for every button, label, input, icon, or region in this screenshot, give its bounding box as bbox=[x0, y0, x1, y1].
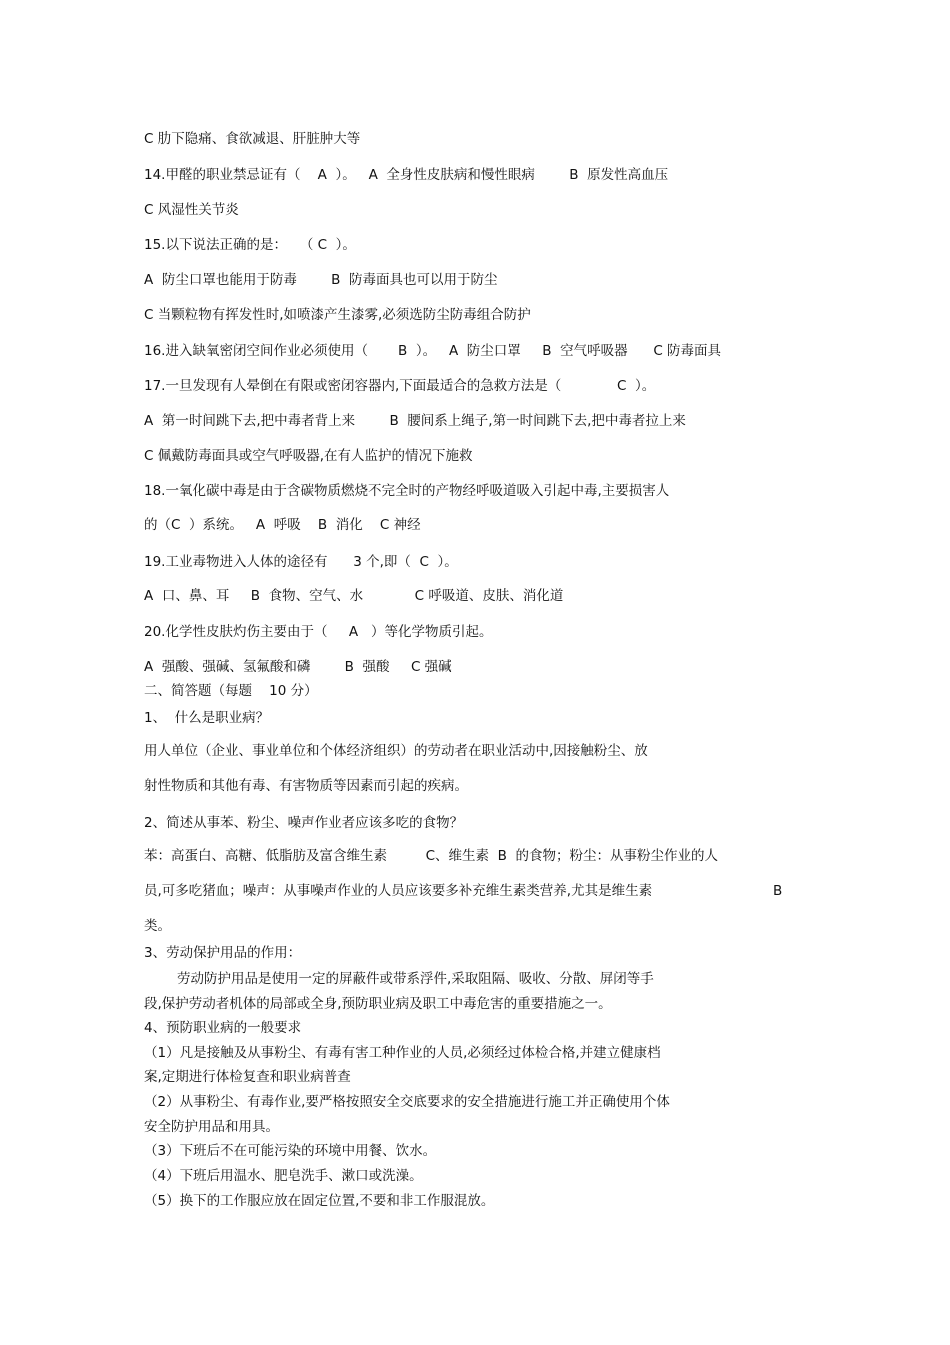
answer-4-item-3: （3）下班后不在可能污染的环境中用餐、饮水。 bbox=[144, 1143, 437, 1159]
answer-4-item-2-line-1: （2）从事粉尘、有毒作业,要严格按照安全交底要求的安全措施进行施工并正确使用个体 bbox=[144, 1094, 670, 1110]
answer-1-line-1: 用人单位（企业、事业单位和个体经济组织）的劳动者在职业活动中,因接触粉尘、放 bbox=[144, 743, 648, 759]
answer-1-line-2: 射性物质和其他有毒、有害物质等因素而引起的疾病。 bbox=[144, 778, 468, 794]
question-20: 20.化学性皮肤灼伤主要由于（ A ）等化学物质引起。 bbox=[144, 624, 493, 640]
option-line-14c: C 风湿性关节炎 bbox=[144, 202, 239, 218]
answer-4-item-1-line-2: 案,定期进行体检复查和职业病普查 bbox=[144, 1069, 351, 1085]
answer-4-item-2-line-2: 安全防护用品和用具。 bbox=[144, 1119, 279, 1135]
question-16: 16.进入缺氧密闭空间作业必须使用（ B ）。 A 防尘口罩 B 空气呼吸器 C 防毒面具 bbox=[144, 343, 722, 359]
short-question-3: 3、劳动保护用品的作用： bbox=[144, 945, 302, 961]
answer-2-line-3: 类。 bbox=[144, 918, 171, 934]
option-line-17c: C 佩戴防毒面具或空气呼吸器,在有人监护的情况下施救 bbox=[144, 448, 473, 464]
answer-3-line-1: 劳动防护用品是使用一定的屏蔽件或带系浮件,采取阻隔、吸收、分散、屏闭等手 bbox=[177, 971, 654, 987]
answer-4-item-5: （5）换下的工作服应放在固定位置,不要和非工作服混放。 bbox=[144, 1193, 495, 1209]
question-18: 18.一氧化碳中毒是由于含碳物质燃烧不完全时的产物经呼吸道吸入引起中毒,主要损害人 bbox=[144, 483, 670, 499]
question-15: 15.以下说法正确的是： （ C ）。 bbox=[144, 237, 356, 253]
section-heading-2: 二、简答题（每题 10 分） bbox=[144, 683, 318, 699]
answer-4-item-4: （4）下班后用温水、肥皂洗手、漱口或洗澡。 bbox=[144, 1168, 423, 1184]
question-14: 14.甲醛的职业禁忌证有（ A ）。 A 全身性皮肤病和慢性眼病 B 原发性高血压 bbox=[144, 167, 669, 183]
option-line-15c: C 当颗粒物有挥发性时,如喷漆产生漆雾,必须选防尘防毒组合防护 bbox=[144, 307, 531, 323]
option-line-17ab: A 第一时间跳下去,把中毒者背上来 B 腰间系上绳子,第一时间跳下去,把中毒者拉上来 bbox=[144, 413, 686, 429]
question-17: 17.一旦发现有人晕倒在有限或密闭容器内,下面最适合的急救方法是（ C ）。 bbox=[144, 378, 656, 394]
answer-4-item-1-line-1: （1）凡是接触及从事粉尘、有毒有害工种作业的人员,必须经过体检合格,并建立健康档 bbox=[144, 1045, 661, 1061]
question-18-cont: 的（C ）系统。 A 呼吸 B 消化 C 神经 bbox=[144, 517, 421, 533]
answer-2-line-2: 员,可多吃猪血；噪声：从事噪声作业的人员应该要多补充维生素类营养,尤其是维生素 bbox=[144, 883, 653, 899]
answer-2-line-1: 苯：高蛋白、高糖、低脂肪及富含维生素 C、维生素 B 的食物；粉尘：从事粉尘作业的人 bbox=[144, 848, 718, 864]
answer-2-line-2-end: B bbox=[773, 883, 783, 899]
option-line-15ab: A 防尘口罩也能用于防毒 B 防毒面具也可以用于防尘 bbox=[144, 272, 498, 288]
option-line-13c: C 肋下隐痛、食欲减退、肝脏肿大等 bbox=[144, 131, 361, 147]
answer-3-line-2: 段,保护劳动者机体的局部或全身,预防职业病及职工中毒危害的重要措施之一。 bbox=[144, 996, 612, 1012]
short-question-4: 4、预防职业病的一般要求 bbox=[144, 1020, 302, 1036]
option-line-19: A 口、鼻、耳 B 食物、空气、水 C 呼吸道、皮肤、消化道 bbox=[144, 588, 564, 604]
question-19: 19.工业毒物进入人体的途径有 3 个,即（ C ）。 bbox=[144, 554, 458, 570]
short-question-2: 2、简述从事苯、粉尘、噪声作业者应该多吃的食物？ bbox=[144, 815, 464, 831]
option-line-20: A 强酸、强碱、氢氟酸和磷 B 强酸 C 强碱 bbox=[144, 659, 452, 675]
short-question-1: 1、 什么是职业病？ bbox=[144, 710, 270, 726]
